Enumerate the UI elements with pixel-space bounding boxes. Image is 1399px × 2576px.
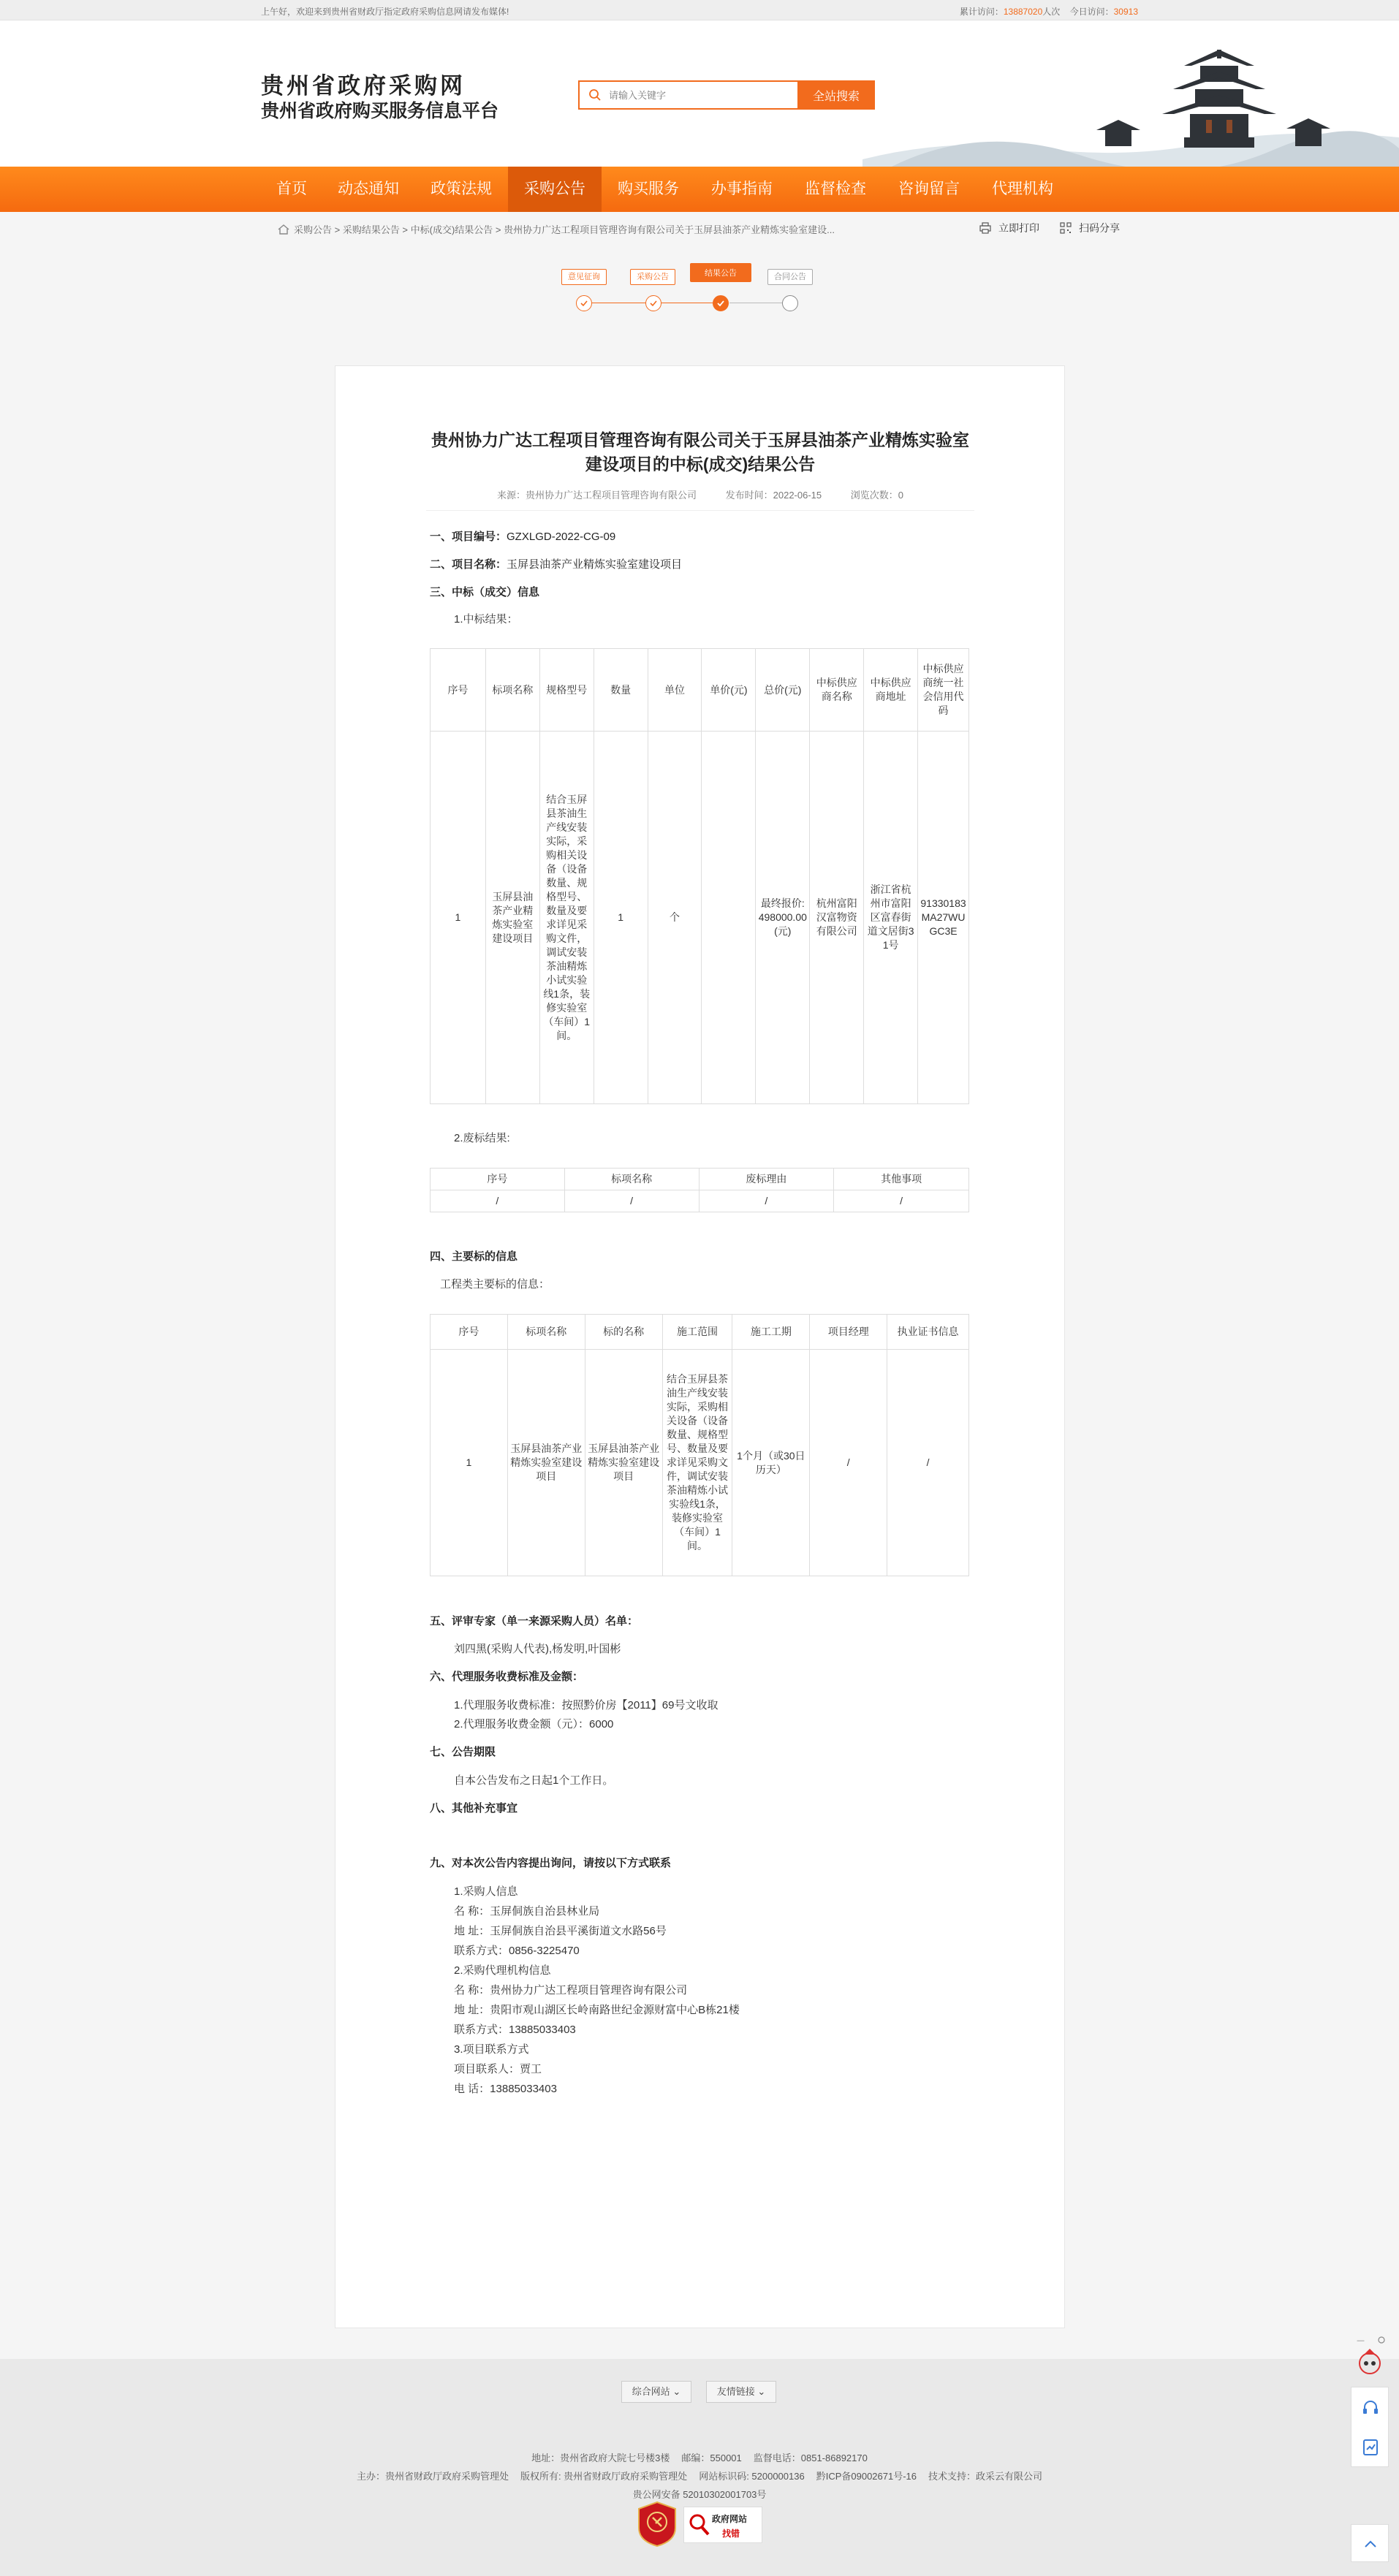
nav-procurement-notice[interactable]: 采购公告 [508, 167, 602, 212]
main-subject-table [430, 1314, 969, 1576]
top-bar [0, 0, 1399, 20]
step-label-contract[interactable]: 合同公告 [767, 269, 813, 285]
section-title: 四、主要标的信息 [430, 1250, 518, 1263]
table-cell [702, 732, 756, 1104]
footer-police[interactable]: 贵公网安备 52010302001703号 [632, 2489, 767, 2500]
chevron-down-icon: ⌄ [672, 2386, 681, 2397]
fee-amount: 2.代理服务收费金额（元）：6000 [454, 1718, 614, 1730]
visit-stats [960, 5, 1138, 18]
footer-police-line [0, 2487, 1399, 2501]
nav-news[interactable]: 动态通知 [338, 181, 399, 197]
table-header: 执业证书信息 [887, 1315, 969, 1350]
select-label: 友情链接 [716, 2386, 755, 2397]
table-header-row [431, 1315, 969, 1350]
total-visits-unit: 人次 [1042, 7, 1061, 17]
table-cell: / [834, 1190, 969, 1212]
table-header: 单位 [648, 649, 702, 732]
section-project-name [430, 556, 682, 571]
footer-postcode: 邮编：550001 [681, 2452, 742, 2463]
site-footer [0, 2359, 1399, 2576]
main-subject-label: 工程类主要标的信息： [440, 1278, 550, 1291]
project-name: 玉屏县油茶产业精炼实验室建设项目 [507, 558, 683, 571]
breadcrumb [278, 222, 877, 236]
table-cell: 1个月（或30日历天） [732, 1350, 810, 1576]
table-cell: / [699, 1190, 834, 1212]
table-header: 标项名称 [507, 1315, 585, 1350]
footer-host: 主办：贵州省财政厅政府采购管理处 [356, 2471, 509, 2482]
floating-tool-panel [1351, 2387, 1389, 2467]
select-label: 综合网站 [632, 2386, 670, 2397]
table-cell: 结合玉屏县茶油生产线安装实际，采购相关设备（设备数量、规格型号、数量及要求详见采购文件，调试安装茶油精炼小试实验线1条，装修实验室（车间）1间。 [662, 1350, 732, 1576]
contact-line: 联系方式：13885033403 [454, 2024, 576, 2036]
headset-service-icon[interactable] [1362, 2399, 1379, 2417]
article-publish-time: 发布时间：2022-06-15 [725, 490, 822, 501]
table-cell: 1 [594, 732, 648, 1104]
step-current-icon [713, 295, 729, 311]
article-views: 浏览次数：0 [850, 490, 903, 501]
table-header: 规格型号 [539, 649, 594, 732]
contact-line: 名 称：贵州协力广达工程项目管理咨询有限公司 [454, 1984, 688, 1996]
section-title: 五、评审专家（单一来源采购人员）名单： [430, 1615, 639, 1627]
table-header: 中标供应商地址 [864, 649, 918, 732]
nav-guide[interactable]: 办事指南 [711, 181, 773, 197]
step-label-notice[interactable]: 采购公告 [630, 269, 675, 285]
table-header: 施工工期 [732, 1315, 810, 1350]
fee-standard: 1.代理服务收费标准：按照黔价房【2011】69号文收取 [454, 1699, 719, 1711]
search-input[interactable] [609, 86, 792, 104]
table-cell: / [887, 1350, 969, 1576]
table-cell: 最终报价:498000.00(元) [756, 732, 810, 1104]
footer-support: 技术支持：政采云有限公司 [928, 2471, 1043, 2482]
contact-line: 地 址：玉屏侗族自治县平溪街道文水路56号 [454, 1925, 667, 1937]
feedback-icon[interactable] [1362, 2439, 1379, 2456]
today-visits-label: 今日访问： [1069, 7, 1114, 17]
table-header: 标项名称 [564, 1169, 699, 1190]
printer-icon [979, 222, 991, 234]
footer-icp[interactable]: 黔ICP备09002671号-16 [816, 2471, 917, 2482]
table-cell: 结合玉屏县茶油生产线安装实际，采购相关设备（设备数量、规格型号、数量及要求详见采购文件，调试安装茶油精炼小试实验线1条，装修实验室（车间）1间。 [539, 732, 594, 1104]
project-code: GZXLGD-2022-CG-09 [507, 531, 616, 543]
nav-home[interactable]: 首页 [276, 181, 307, 197]
contact-line: 项目联系人：贾工 [454, 2063, 542, 2075]
footer-address-line [0, 2450, 1399, 2464]
section-project-code [430, 528, 615, 544]
table-header: 废标理由 [699, 1169, 834, 1190]
gov-badge-title: 政府网站 [712, 2514, 748, 2524]
section-title: 二、项目名称： [430, 558, 507, 571]
pagoda-landscape-image [862, 20, 1399, 167]
footer-select-links[interactable] [706, 2381, 776, 2403]
contact-line: 地 址：贵阳市观山湖区长岭南路世纪金源财富中心B栋21楼 [454, 2004, 740, 2016]
robot-assistant-icon [1351, 2334, 1389, 2378]
table-header: 施工范围 [662, 1315, 732, 1350]
chevron-up-icon [1362, 2535, 1379, 2553]
table-header-row [431, 649, 969, 732]
share-label: 扫码分享 [1079, 222, 1120, 234]
search-box [578, 80, 797, 110]
table-cell: 杭州富阳汉富物资有限公司 [810, 732, 864, 1104]
section-title: 七、公告期限 [430, 1746, 496, 1758]
contact-line: 名 称：玉屏侗族自治县林业局 [454, 1905, 600, 1918]
table-row [431, 1190, 969, 1212]
magnifier-icon [689, 2513, 710, 2537]
table-cell: 玉屏县油茶产业精炼实验室建设项目 [485, 732, 539, 1104]
win-result-label: 1.中标结果： [454, 613, 518, 626]
contact-line: 3.项目联系方式 [454, 2043, 529, 2056]
site-header [0, 20, 1399, 167]
table-header: 标项名称 [485, 649, 539, 732]
article-source: 来源：贵州协力广达工程项目管理咨询有限公司 [497, 490, 697, 501]
table-cell: / [810, 1350, 887, 1576]
nav-agency[interactable]: 代理机构 [992, 181, 1053, 197]
table-header: 标的名称 [585, 1315, 662, 1350]
win-result-table [430, 648, 969, 1104]
nav-purchase-service[interactable]: 购买服务 [618, 181, 679, 197]
table-header: 单价(元) [702, 649, 756, 732]
contact-line: 电 话：13885033403 [454, 2083, 557, 2095]
section-title: 三、中标（成交）信息 [430, 586, 540, 599]
footer-site-id: 网站标识码: 5200000136 [699, 2471, 805, 2482]
main-nav [0, 167, 1399, 212]
table-cell: 玉屏县油茶产业精炼实验室建设项目 [585, 1350, 662, 1576]
print-tool[interactable] [979, 221, 1039, 235]
site-logo-title[interactable]: 贵州省政府采购网 [261, 73, 466, 99]
print-label: 立即打印 [998, 222, 1039, 234]
step-label-consult[interactable]: 意见征询 [561, 269, 607, 285]
back-to-top-button[interactable] [1351, 2524, 1389, 2562]
table-cell: 玉屏县油茶产业精炼实验室建设项目 [507, 1350, 585, 1576]
table-cell: 浙江省杭州市富阳区富春街道文居街31号 [864, 732, 918, 1104]
contact-line: 2.采购代理机构信息 [454, 1964, 551, 1977]
party-org-badge-icon[interactable] [637, 2501, 677, 2547]
table-header: 中标供应商名称 [810, 649, 864, 732]
section-title: 六、代理服务收费标准及金额： [430, 1671, 584, 1683]
home-icon[interactable] [278, 224, 289, 235]
table-header: 数量 [594, 649, 648, 732]
nav-supervision[interactable]: 监督检查 [805, 181, 866, 197]
article-title: 贵州协力广达工程项目管理咨询有限公司关于玉屏县油茶产业精炼实验室建设项目的中标(成交)结果公告 [431, 430, 969, 474]
footer-select-sites[interactable] [621, 2381, 691, 2403]
notice-period: 自本公告发布之日起1个工作日。 [454, 1774, 614, 1787]
step-label-result[interactable]: 结果公告 [690, 263, 751, 282]
step-check-icon [576, 295, 592, 311]
table-row [431, 732, 969, 1104]
table-cell: 个 [648, 732, 702, 1104]
footer-host-line [0, 2469, 1399, 2482]
today-visits-value: 30913 [1113, 7, 1138, 17]
step-pending-icon [782, 295, 798, 311]
table-cell: 91330183MA27WUGC3E [918, 732, 969, 1104]
step-check-icon [645, 295, 661, 311]
table-header: 序号 [431, 1169, 565, 1190]
table-header-row [431, 1169, 969, 1190]
section-title: 一、项目编号： [430, 531, 507, 543]
footer-copyright: 版权所有: 贵州省财政厅政府采购管理处 [520, 2471, 688, 2482]
footer-address: 地址：贵州省政府大院七号楼3楼 [531, 2452, 670, 2463]
site-logo-subtitle[interactable]: 贵州省政府购买服务信息平台 [261, 100, 499, 121]
contact-line: 1.采购人信息 [454, 1885, 518, 1898]
section-title: 九、对本次公告内容提出询问，请按以下方式联系 [430, 1857, 672, 1869]
fail-result-label: 2.废标结果: [454, 1132, 510, 1144]
table-cell: / [431, 1190, 565, 1212]
qrcode-icon [1060, 222, 1072, 234]
table-cell: 1 [431, 1350, 508, 1576]
expert-list: 刘四黑(采购人代表),杨发明,叶国彬 [454, 1643, 621, 1655]
chevron-down-icon: ⌄ [757, 2386, 766, 2397]
table-header: 序号 [431, 1315, 508, 1350]
share-tool[interactable] [1060, 221, 1120, 235]
floating-assistant[interactable] [1351, 2334, 1389, 2382]
breadcrumb-path[interactable]: 采购公告 > 采购结果公告 > 中标(成交)结果公告 > 贵州协力广达工程项目管理咨询有限公司关于玉屏县油茶产业精炼实验室建设... [294, 224, 835, 235]
search-icon [588, 88, 602, 102]
table-header: 其他事项 [834, 1169, 969, 1190]
gov-badge-subtitle: 找错 [722, 2528, 740, 2539]
table-header: 序号 [431, 649, 486, 732]
table-row [431, 1350, 969, 1576]
table-header: 总价(元) [756, 649, 810, 732]
nav-policy[interactable]: 政策法规 [431, 181, 492, 197]
article-meta [426, 487, 974, 511]
svg-text:—: — [1357, 2336, 1365, 2345]
table-cell: 1 [431, 732, 486, 1104]
footer-phone: 监督电话：0851-86892170 [753, 2452, 868, 2463]
table-header: 中标供应商统一社会信用代码 [918, 649, 969, 732]
section-title: 八、其他补充事宜 [430, 1802, 518, 1815]
welcome-text: 上午好，欢迎来到贵州省财政厅指定政府采购信息网请发布媒体! [261, 7, 509, 17]
contact-line: 联系方式：0856-3225470 [454, 1945, 580, 1957]
total-visits-label: 累计访问： [959, 7, 1004, 17]
site-search-button[interactable]: 全站搜索 [797, 80, 875, 110]
gov-site-error-badge[interactable] [683, 2507, 762, 2543]
table-header: 项目经理 [810, 1315, 887, 1350]
table-cell: / [564, 1190, 699, 1212]
total-visits-value: 13887020 [1003, 7, 1043, 17]
fail-result-table [430, 1168, 969, 1212]
nav-consult[interactable]: 咨询留言 [898, 181, 960, 197]
